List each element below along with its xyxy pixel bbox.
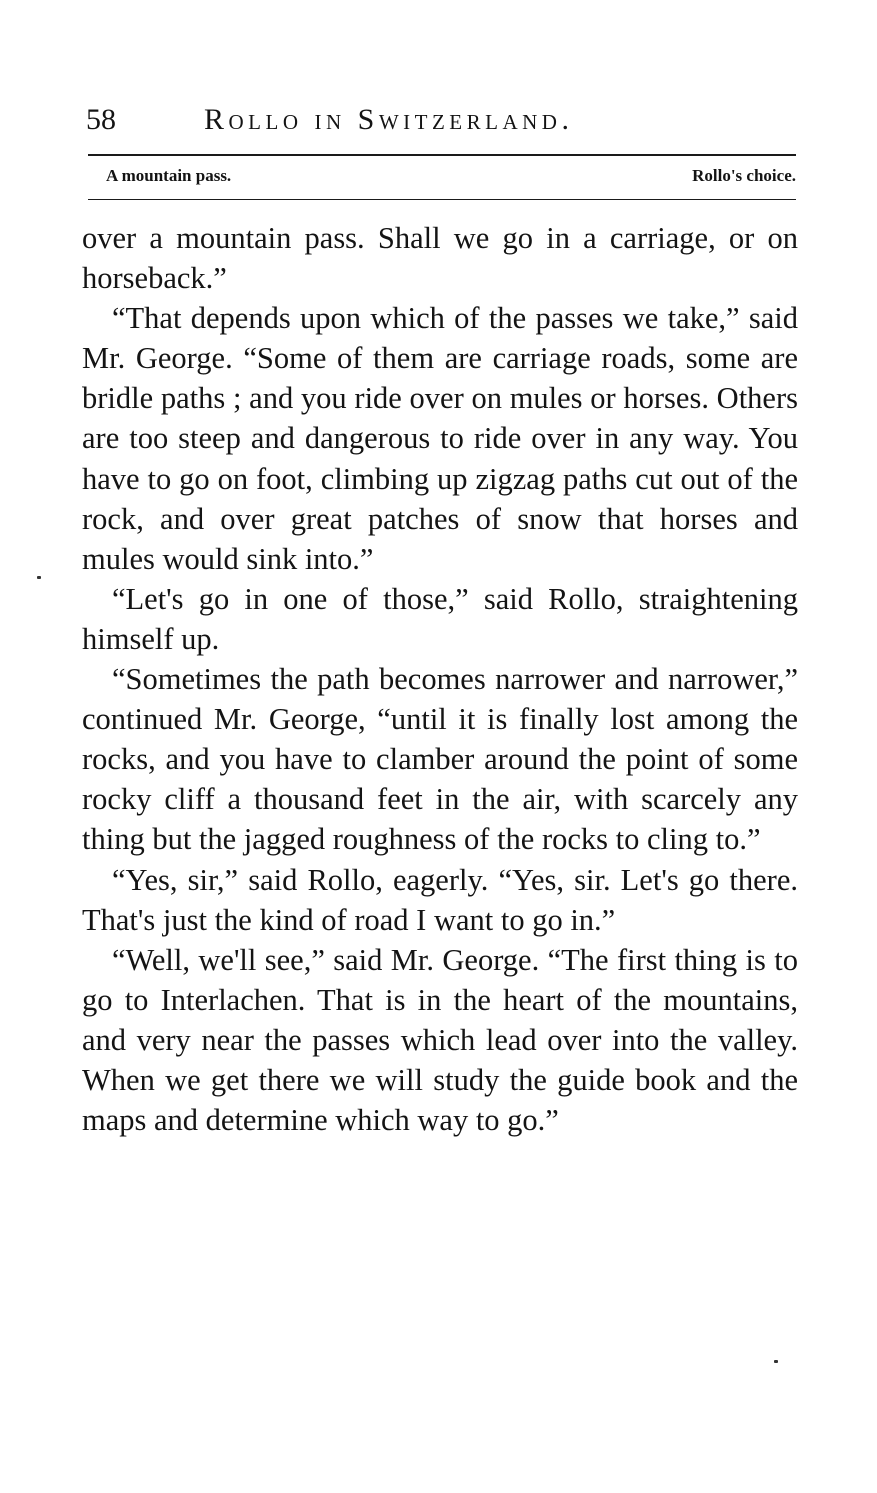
paragraph: “Sometimes the path becomes narrower and narrower,” continued Mr. George, “until it is finally lost among the rocks, and you have to clamber around the point of some rocky cliff a thousand feet in the air, with scarcely any thing but the jagged roughness of the rocks to cling to.” bbox=[82, 662, 798, 857]
print-speck bbox=[774, 1360, 778, 1363]
header-rule-bottom bbox=[88, 199, 796, 200]
running-head bbox=[86, 100, 796, 140]
body-text bbox=[82, 218, 798, 1140]
shoulder-note-left: A mountain pass. bbox=[106, 166, 232, 185]
paragraph: “Well, we'll see,” said Mr. George. “The first thing is to go to Interlachen. That is in the heart of the mountains, and very near the passes which lead over into the valley. When we get there we will study the guide book and the maps and determine which way to go.” bbox=[82, 942, 798, 1138]
print-speck bbox=[37, 576, 41, 579]
header-rule-top bbox=[88, 154, 796, 156]
page-number: 58 bbox=[86, 103, 116, 136]
book-title: Rollo in Switzerland. bbox=[204, 103, 574, 136]
paragraph: over a mountain pass. Shall we go in a carriage, or on horseback.” bbox=[82, 221, 798, 296]
book-page bbox=[82, 0, 798, 1493]
shoulder-note-right: Rollo's choice. bbox=[692, 166, 796, 185]
paragraph: “Yes, sir,” said Rollo, eagerly. “Yes, sir. Let's go there. That's just the kind of road I want to go in.” bbox=[82, 862, 798, 937]
paragraph: “That depends upon which of the passes we take,” said Mr. George. “Some of them are carriage roads, some are bridle paths ; and you ride over on mules or horses. Others are too steep and dangerous to ride over in any way. You have to go on foot, climbing up zigzag paths cut out of the rock, and over great patches of snow that horses and mules would sink into.” bbox=[82, 301, 798, 576]
paragraph: “Let's go in one of those,” said Rollo, straightening himself up. bbox=[82, 581, 798, 656]
